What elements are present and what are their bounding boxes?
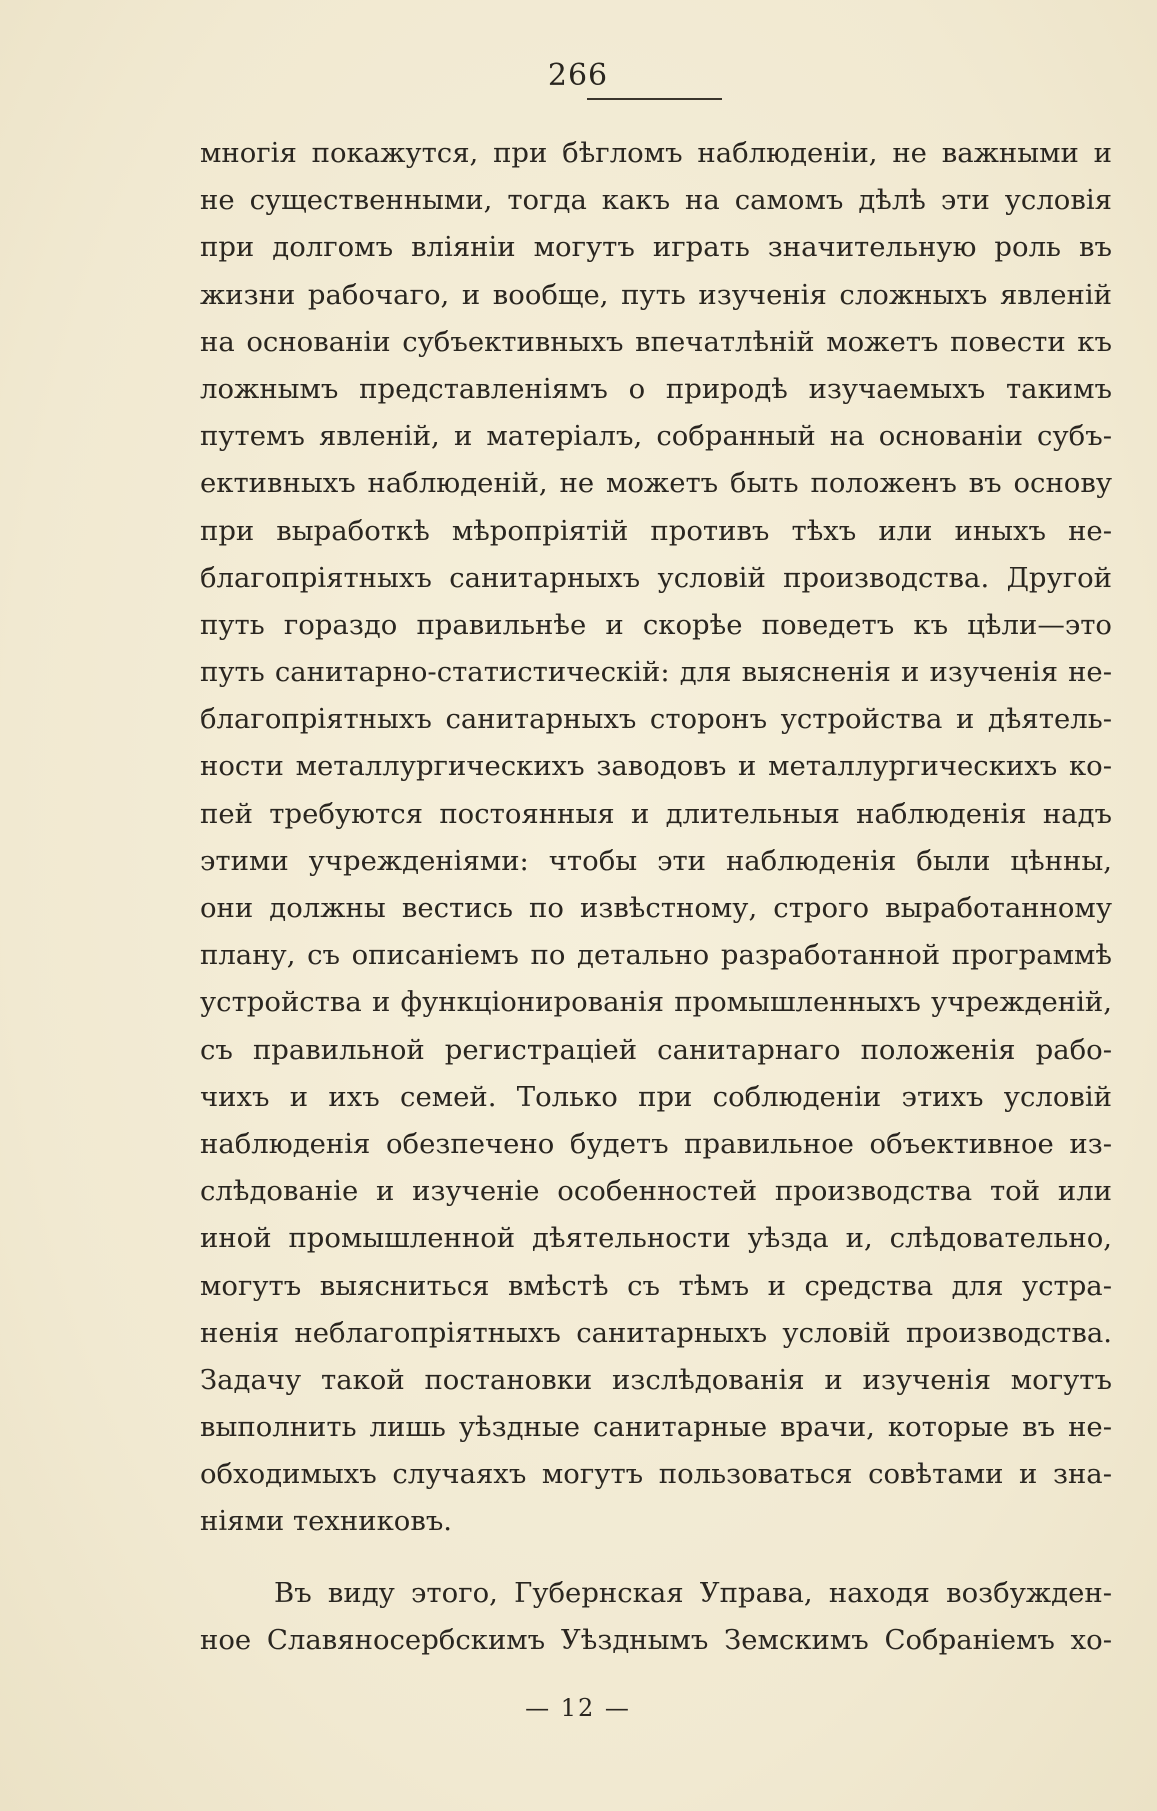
- text-line: Въ виду этого, Губернская Управа, находя возбужден-: [274, 1576, 1112, 1609]
- text-line: на основаніи субъективныхъ впечатлѣній можетъ повести къ: [200, 325, 1112, 358]
- text-line: ніями техниковъ.: [200, 1505, 453, 1538]
- text-line: этими учрежденіями: чтобы эти наблюденія были цѣнны,: [200, 844, 1112, 877]
- body-text: [200, 130, 1112, 1664]
- text-line: многія покажутся, при бѣгломъ наблюденіи, не важными и: [200, 137, 1112, 169]
- text-line: чихъ и ихъ семей. Только при соблюденіи этихъ условій: [200, 1080, 1112, 1113]
- text-line: плану, съ описаніемъ по детально разработанной программѣ: [200, 939, 1112, 972]
- text-line: они должны вестись по извѣстному, строго выработанному: [200, 892, 1112, 924]
- text-line: благопріятныхъ санитарныхъ сторонъ устройства и дѣятель-: [200, 703, 1112, 736]
- text-line: устройства и функціонированія промышленныхъ учрежденій,: [200, 986, 1112, 1019]
- text-line: путь санитарно-статистическій: для выясненія и изученія не-: [200, 656, 1112, 689]
- signature-mark: — 12 —: [525, 1694, 631, 1722]
- text-line: не существенными, тогда какъ на самомъ дѣлѣ эти условія: [200, 184, 1112, 217]
- text-line: съ правильной регистраціей санитарнаго положенія рабо-: [200, 1033, 1112, 1066]
- text-line: жизни рабочаго, и вообще, путь изученія сложныхъ явленій: [200, 278, 1112, 311]
- text-line: путемъ явленій, и матеріалъ, собранный на основаніи субъ-: [200, 420, 1112, 453]
- paragraph: [200, 1570, 1112, 1664]
- text-line: ное Славяносербскимъ Уѣзднымъ Земскимъ Собраніемъ хо-: [200, 1623, 1112, 1656]
- text-line: Задачу такой постановки изслѣдованія и изученія могутъ: [200, 1363, 1112, 1396]
- text-line: ности металлургическихъ заводовъ и металлургическихъ ко-: [200, 750, 1112, 783]
- text-line: путь гораздо правильнѣе и скорѣе поведетъ къ цѣли—это: [200, 608, 1112, 641]
- paragraph-gap: [200, 1546, 1112, 1570]
- text-line: выполнить лишь уѣздные санитарные врачи, которые въ не-: [200, 1411, 1112, 1444]
- text-line: ненія неблагопріятныхъ санитарныхъ условій производства.: [200, 1316, 1112, 1349]
- text-line: благопріятныхъ санитарныхъ условій производства. Другой: [200, 561, 1112, 594]
- text-line: пей требуются постоянныя и длительныя наблюденія надъ: [200, 797, 1112, 830]
- text-line: иной промышленной дѣятельности уѣзда и, слѣдовательно,: [200, 1222, 1112, 1255]
- text-line: при выработкѣ мѣропріятій противъ тѣхъ или иныхъ не-: [200, 514, 1112, 547]
- text-line: ложнымъ представленіямъ о природѣ изучаемыхъ такимъ: [200, 372, 1112, 405]
- text-line: наблюденія обезпечено будетъ правильное объективное из-: [200, 1127, 1112, 1160]
- header-rule: [587, 98, 722, 100]
- text-line: ективныхъ наблюденій, не можетъ быть положенъ въ основу: [200, 467, 1112, 500]
- text-line: при долгомъ вліяніи могутъ играть значительную роль въ: [200, 231, 1112, 264]
- text-line: могутъ выясниться вмѣстѣ съ тѣмъ и средства для устра-: [200, 1269, 1112, 1302]
- paragraph: [200, 130, 1112, 1546]
- page-number: 266: [547, 58, 609, 93]
- text-line: обходимыхъ случаяхъ могутъ пользоваться совѣтами и зна-: [200, 1458, 1112, 1491]
- text-line: слѣдованіе и изученіе особенностей производства той или: [200, 1175, 1112, 1208]
